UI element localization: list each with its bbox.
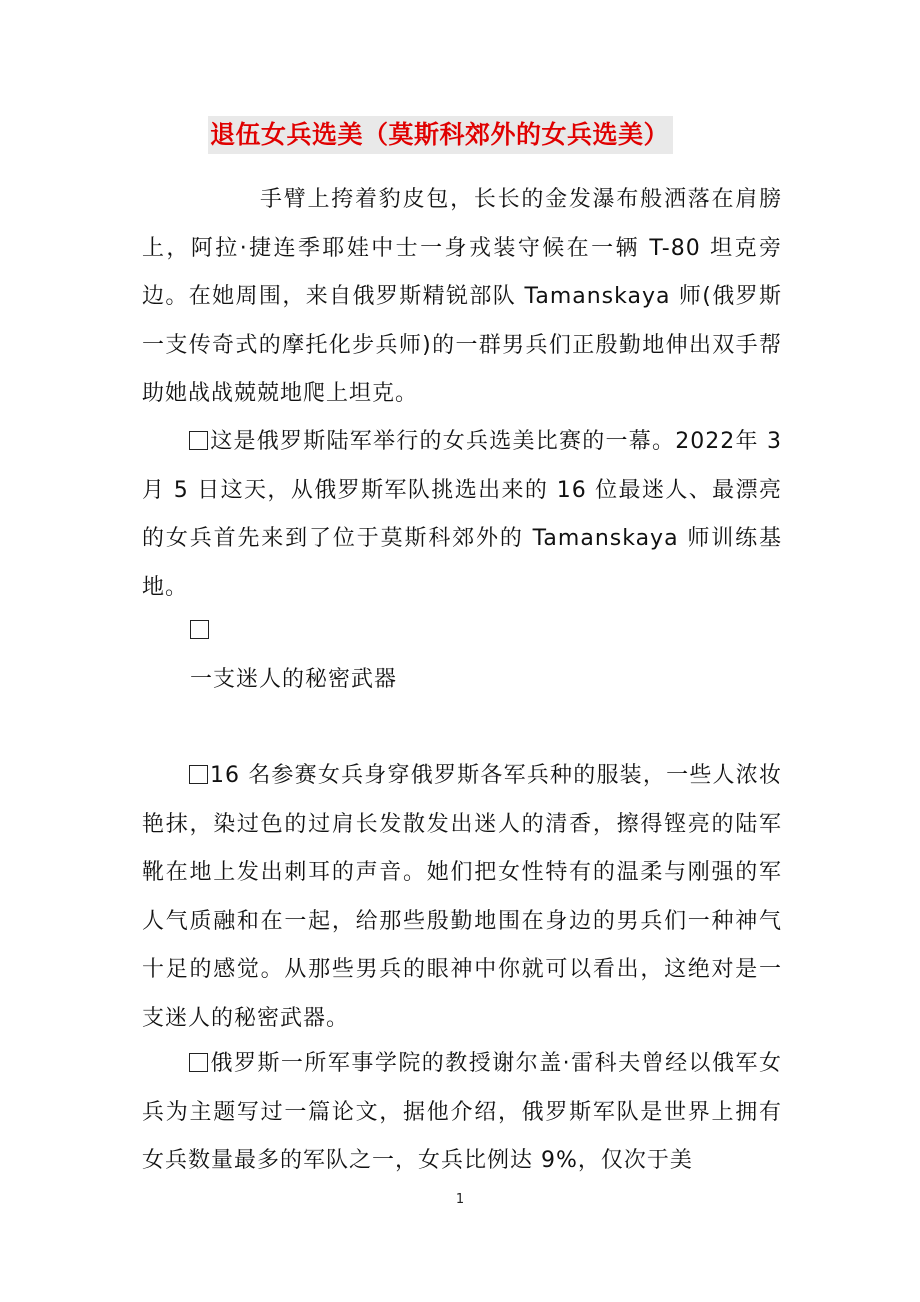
- paragraph-2: [142, 418, 782, 612]
- placeholder-box-icon: [189, 765, 208, 784]
- page-number: 1: [455, 1192, 465, 1207]
- paragraph-4: [142, 1040, 782, 1186]
- section-heading: 一支迷人的秘密武器: [190, 667, 398, 692]
- paragraph-3-text: 16 名参赛女兵身穿俄罗斯各军兵种的服装，一些人浓妆艳抹，染过色的过肩长发散发出迷人的清香，擦得铿亮的陆军靴在地上发出刺耳的声音。她们把女性特有的温柔与刚强的军人气质融和在一起，给那些殷勤地围在身边的男兵们一种神气十足的感觉。从那些男兵的眼神中你就可以看出，这绝对是一支迷人的秘密武器。: [142, 763, 782, 1031]
- paragraph-3: [142, 752, 782, 1043]
- placeholder-box-icon: [190, 620, 209, 639]
- document-title: 退伍女兵选美（莫斯科郊外的女兵选美）: [208, 116, 673, 154]
- placeholder-box-icon: [189, 431, 208, 450]
- placeholder-box-icon: [189, 1053, 208, 1072]
- paragraph-4-text: 俄罗斯一所军事学院的教授谢尔盖·雷科夫曾经以俄军女兵为主题写过一篇论文，据他介绍，俄罗斯军队是世界上拥有女兵数量最多的军队之一，女兵比例达 9%，仅次于美: [142, 1051, 782, 1173]
- empty-box-line: [190, 620, 211, 641]
- paragraph-2-text: 这是俄罗斯陆军举行的女兵选美比赛的一幕。2022年 3 月 5 日这天，从俄罗斯军队挑选出来的 16 位最迷人、最漂亮的女兵首先来到了位于莫斯科郊外的 Tamanskaya 师训练基地。: [142, 429, 782, 600]
- paragraph-1: 手臂上挎着豹皮包，长长的金发瀑布般洒落在肩膀上，阿拉·捷连季耶娃中士一身戎装守候在一辆 T-80 坦克旁边。在她周围，来自俄罗斯精锐部队 Tamanskaya 师(俄罗斯一支传奇式的摩托化步兵师)的一群男兵们正殷勤地伸出双手帮助她战战兢兢地爬上坦克。: [142, 187, 782, 406]
